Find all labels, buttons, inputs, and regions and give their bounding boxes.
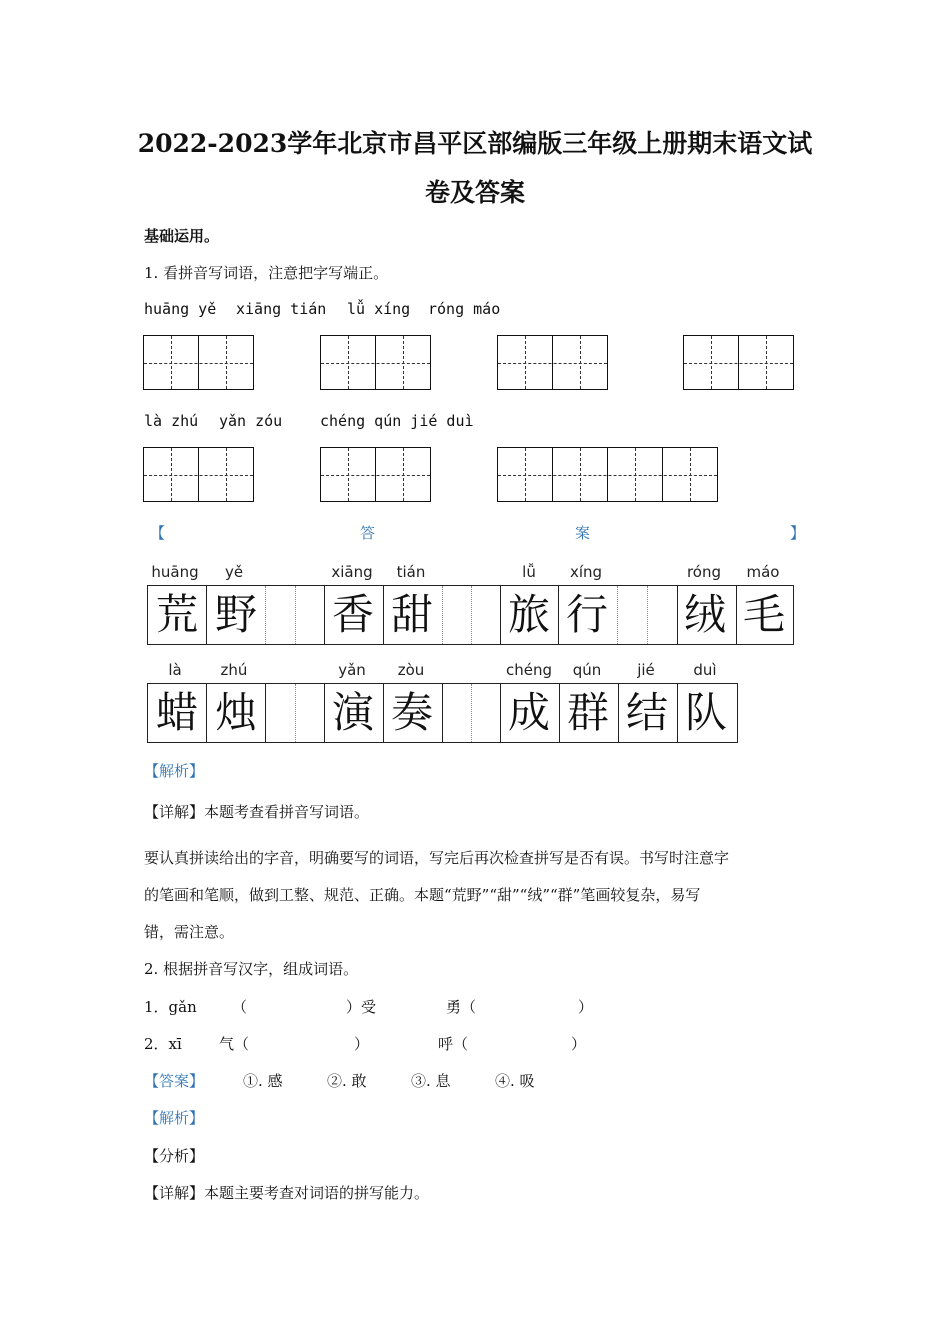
answer-pinyin: xíng — [569, 563, 603, 581]
answer-char: 烛 — [214, 688, 257, 737]
answer-char: 香 — [331, 590, 374, 639]
answer-char: 群 — [566, 688, 609, 737]
q1-detail: 【详解】本题考查看拼音写词语。 — [144, 803, 370, 821]
writing-grid[interactable] — [320, 335, 431, 390]
q2-item-2-number: 2．xī — [144, 1035, 182, 1053]
answer-char: 队 — [684, 688, 727, 737]
q2-fenxi-label: 【分析】 — [144, 1147, 205, 1165]
q1-pinyin-2: xiāng tián — [236, 300, 327, 318]
answer-pinyin: zòu — [397, 661, 425, 679]
answer-pinyin: là — [168, 661, 182, 679]
answer-pinyin: chéng — [505, 661, 552, 679]
answer-pinyin: qún — [572, 661, 602, 679]
q2-item-2-blank-open[interactable]: 气（ — [219, 1035, 250, 1053]
answer-pinyin: lǚ — [522, 563, 536, 581]
writing-grid[interactable] — [683, 335, 794, 390]
answer-pinyin: xiāng — [331, 563, 373, 581]
writing-grid-4[interactable] — [497, 447, 718, 502]
answer-pinyin: yǎn — [338, 661, 366, 679]
q2-item-2-second-open[interactable]: 呼（ — [438, 1035, 469, 1053]
page-title: 2022-2023学年北京市昌平区部编版三年级上册期末语文试 — [137, 129, 813, 158]
analysis-label: 【解析】 — [144, 762, 205, 780]
answer-pinyin: yě — [224, 563, 244, 581]
answer-pinyin: tián — [396, 563, 426, 581]
answer-pinyin: máo — [746, 563, 780, 581]
q2-answer-4: ④. 吸 — [495, 1072, 535, 1090]
q2-answer-3: ③. 息 — [411, 1072, 451, 1090]
q2-item-1-number: 1．gǎn — [144, 998, 197, 1016]
answer-label-da: 答 — [360, 524, 376, 542]
q2-analysis-label: 【解析】 — [144, 1109, 205, 1127]
writing-grid[interactable] — [143, 335, 254, 390]
answer-char: 成 — [507, 688, 550, 737]
q2-item-1-blank-close: ）受 — [346, 998, 377, 1016]
q1-pinyin-7: chéng qún jié duì — [320, 412, 474, 430]
q1-pinyin-3: lǚ xíng — [347, 300, 411, 318]
answer-char: 荒 — [155, 590, 198, 639]
q2-detail: 【详解】本题主要考查对词语的拼写能力。 — [144, 1184, 430, 1202]
q1-explanation-line-2: 的笔画和笔顺，做到工整、规范、正确。本题“荒野”“甜”“绒”“群”笔画较复杂，易写 — [144, 886, 701, 904]
answer-pinyin: zhú — [220, 661, 248, 679]
answer-char: 结 — [625, 688, 668, 737]
answer-char: 行 — [565, 590, 608, 639]
q1-prompt: 1. 看拼音写词语，注意把字写端正。 — [144, 264, 389, 282]
answer-pinyin: jié — [637, 661, 655, 679]
q2-answer-2: ②. 敢 — [327, 1072, 367, 1090]
q2-item-1-second-open[interactable]: 勇（ — [446, 998, 477, 1016]
section-heading: 基础运用。 — [144, 227, 220, 245]
writing-grid[interactable] — [497, 335, 608, 390]
answer-pinyin: duì — [693, 661, 717, 679]
answer-char: 奏 — [390, 688, 433, 737]
q1-pinyin-1: huāng yě — [144, 300, 217, 318]
answer-char: 旅 — [507, 590, 550, 639]
q2-answer-label: 【答案】 — [144, 1072, 205, 1090]
q1-pinyin-5: là zhú — [144, 412, 199, 430]
answer-char: 野 — [214, 590, 257, 639]
answer-label-an: 案 — [575, 524, 591, 542]
answer-char: 甜 — [390, 590, 433, 639]
page-title-continued: 卷及答案 — [424, 178, 525, 207]
answer-char: 演 — [331, 688, 374, 737]
q1-pinyin-4: róng máo — [428, 300, 501, 318]
writing-grid[interactable] — [320, 447, 431, 502]
q2-prompt: 2. 根据拼音写汉字，组成词语。 — [144, 960, 359, 978]
q1-explanation-line-3: 错，需注意。 — [144, 923, 235, 941]
answer-label-close: 】 — [790, 524, 806, 542]
answer-pinyin: róng — [686, 563, 722, 581]
answer-char: 毛 — [742, 590, 785, 639]
q2-item-1-blank-open[interactable]: （ — [232, 998, 248, 1016]
q1-pinyin-6: yǎn zóu — [219, 412, 283, 430]
answer-label-open: 【 — [150, 524, 166, 542]
q2-item-1-second-close: ） — [578, 998, 594, 1016]
q2-answer-1: ①. 感 — [243, 1072, 283, 1090]
answer-pinyin: huāng — [151, 563, 199, 581]
answer-char: 绒 — [683, 590, 726, 639]
q2-item-2-second-close: ） — [571, 1035, 587, 1053]
q2-item-2-blank-close: ） — [354, 1035, 370, 1053]
writing-grid[interactable] — [143, 447, 254, 502]
q1-explanation-line-1: 要认真拼读给出的字音，明确要写的词语，写完后再次检查拼写是否有误。书写时注意字 — [144, 849, 730, 867]
answer-char: 蜡 — [155, 688, 198, 737]
